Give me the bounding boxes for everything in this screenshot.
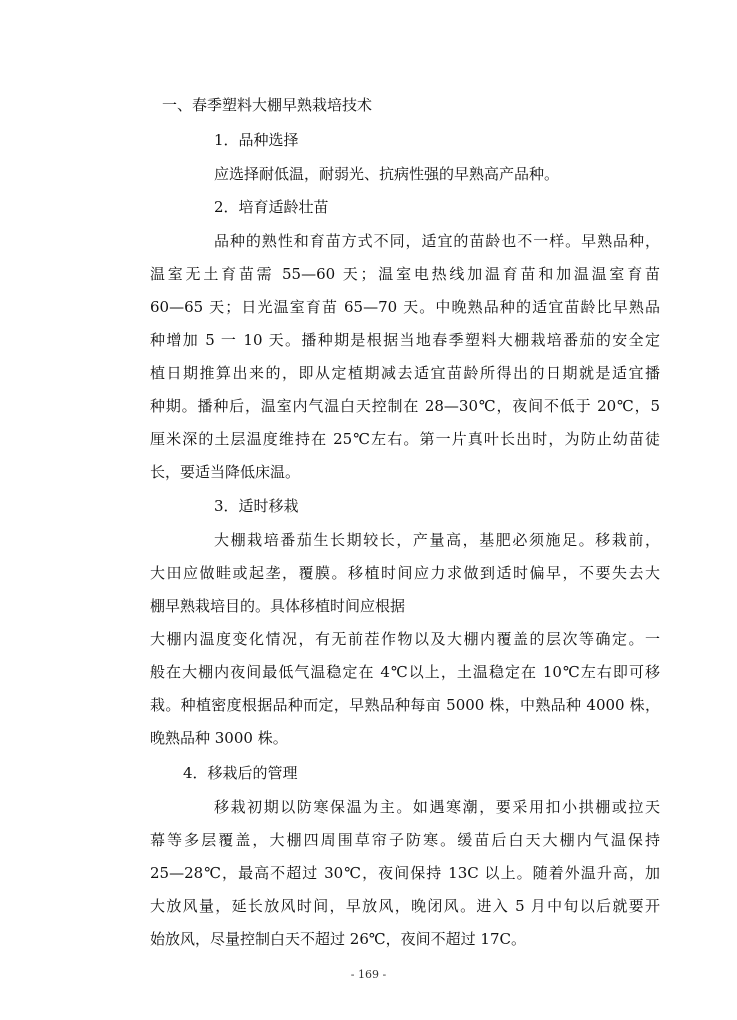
- paragraph-line: 始放风，尽量控制白天不超过 26℃，夜间不超过 17C。: [150, 930, 526, 948]
- subsection-title-seedling: 2．培育适龄壮苗: [214, 198, 329, 216]
- paragraph-line: 温室无土育苗需 55—60 天；温室电热线加温育苗和加温温室育苗: [150, 265, 660, 283]
- paragraph-line: 栽。种植密度根据品种而定，早熟品种每亩 5000 株，中熟品种 4000 株，: [150, 696, 660, 714]
- paragraph-line: 厘米深的土层温度维持在 25℃左右。第一片真叶长出时，为防止幼苗徒: [150, 430, 660, 448]
- page-number: - 169 -: [350, 968, 387, 981]
- subsection-title-management: 4．移栽后的管理: [183, 764, 298, 782]
- paragraph-line: 60—65 天；日光温室育苗 65—70 天。中晚熟品种的适宜苗龄比早熟品: [150, 298, 660, 316]
- paragraph-line: 25—28℃，最高不超过 30℃，夜间保持 13C 以上。随着外温升高，加: [150, 864, 660, 882]
- paragraph-line: 大田应做畦或起垄，覆膜。移植时间应力求做到适时偏早，不要失去大: [150, 564, 660, 582]
- paragraph-line: 应选择耐低温，耐弱光、抗病性强的早熟高产品种。: [214, 165, 560, 183]
- paragraph-line: 大放风量，延长放风时间，早放风，晚闭风。进入 5 月中旬以后就要开: [150, 897, 660, 915]
- paragraph-line: 长，要适当降低床温。: [150, 463, 301, 481]
- subsection-title-transplant: 3．适时移栽: [214, 497, 299, 515]
- paragraph-line: 棚早熟栽培目的。具体移植时间应根据: [150, 597, 406, 615]
- paragraph-line: 晚熟品种 3000 株。: [150, 729, 288, 747]
- section-heading: 一、春季塑料大棚早熟栽培技术: [162, 96, 373, 114]
- paragraph-line: 种增加 5 一 10 天。播种期是根据当地春季塑料大棚栽培番茄的安全定: [150, 331, 660, 349]
- paragraph-line: 种期。播种后，温室内气温白天控制在 28—30℃，夜间不低于 20℃，5: [150, 397, 660, 415]
- subsection-title-variety-selection: 1．品种选择: [214, 131, 299, 149]
- paragraph-line: 植日期推算出来的，即从定植期减去适宜苗龄所得出的日期就是适宜播: [150, 364, 660, 382]
- paragraph-line: 大棚栽培番茄生长期较长，产量高，基肥必须施足。移栽前，: [214, 531, 660, 549]
- paragraph-line: 般在大棚内夜间最低气温稳定在 4℃以上，土温稳定在 10℃左右即可移: [150, 663, 660, 681]
- paragraph-line: 大棚内温度变化情况，有无前茬作物以及大棚内覆盖的层次等确定。一: [150, 630, 660, 648]
- paragraph-line: 幕等多层覆盖，大棚四周围草帘子防寒。缓苗后白天大棚内气温保持: [150, 831, 660, 849]
- paragraph-line: 品种的熟性和育苗方式不同，适宜的苗龄也不一样。早熟品种，: [214, 232, 660, 250]
- paragraph-line: 移栽初期以防寒保温为主。如遇寒潮，要采用扣小拱棚或拉天: [214, 798, 660, 816]
